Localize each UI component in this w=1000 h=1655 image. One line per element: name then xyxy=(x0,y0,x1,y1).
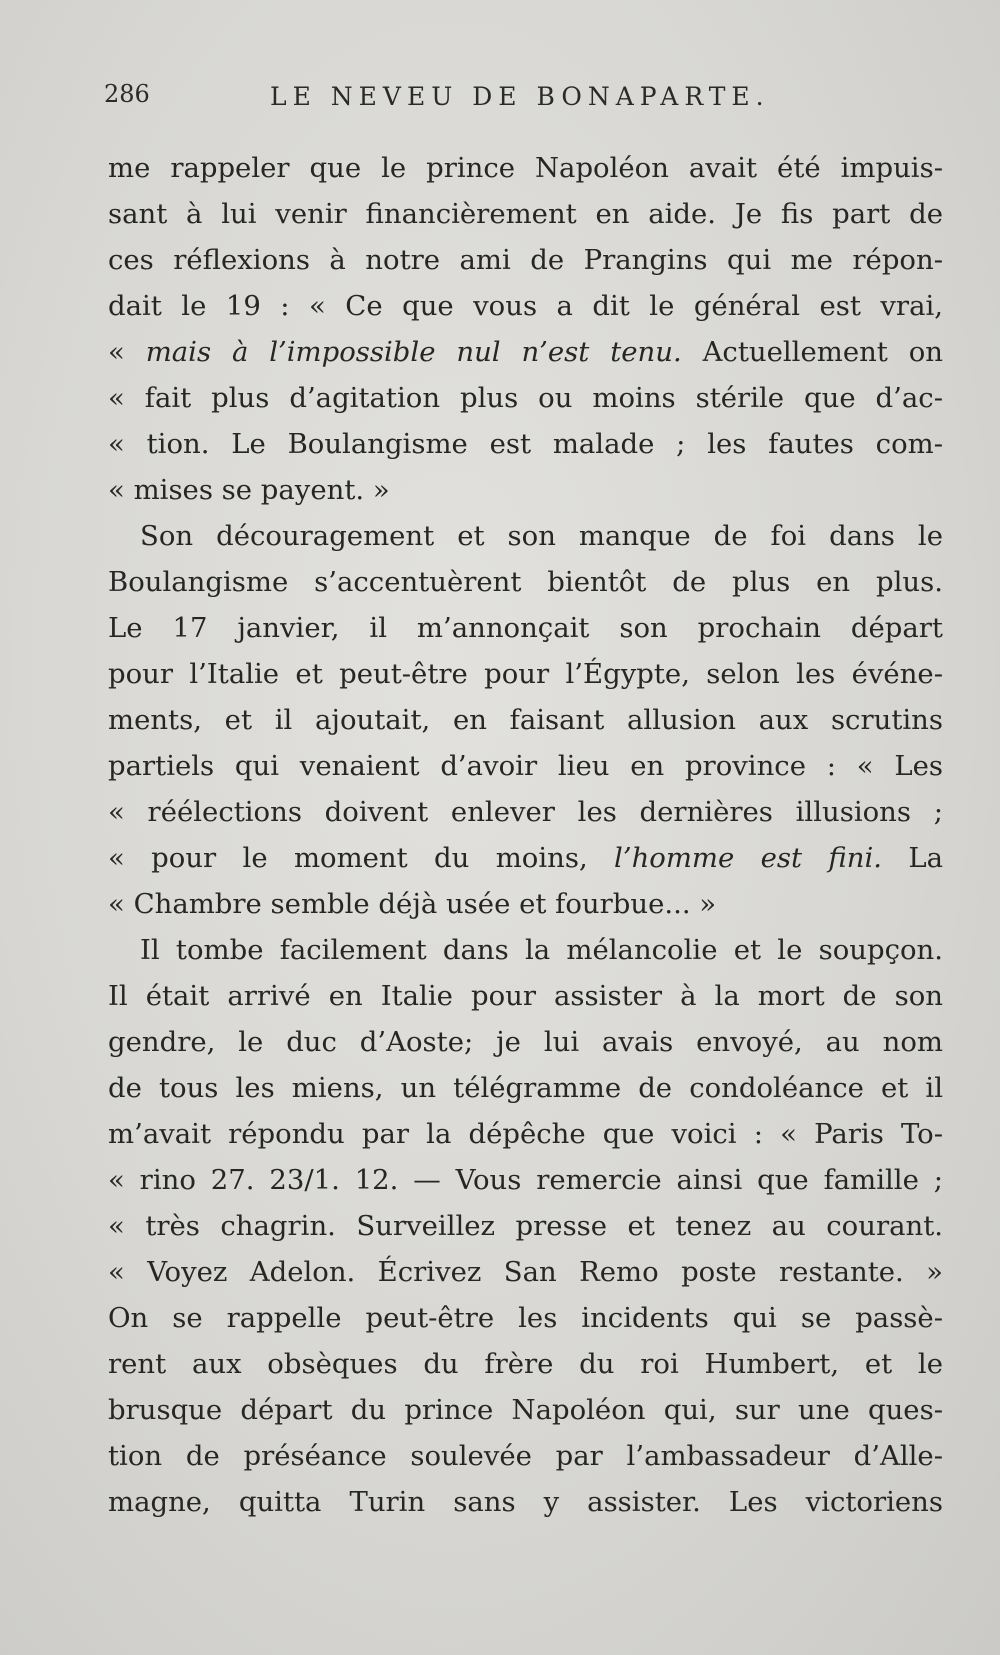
text-line xyxy=(108,1111,943,1157)
text-line xyxy=(108,375,943,421)
text-segment: « Chambre semble déjà usée et fourbue... » xyxy=(108,888,717,920)
text-segment: « tion. Le Boulangisme est malade ; les fautes com- xyxy=(108,428,943,460)
text-line xyxy=(108,191,943,237)
text-segment: « fait plus d’agitation plus ou moins stérile que d’ac- xyxy=(108,382,943,414)
text-line xyxy=(108,513,943,559)
text-line xyxy=(108,467,943,513)
text-line xyxy=(108,1157,943,1203)
text-segment: « xyxy=(108,336,146,368)
text-segment: m’avait répondu par la dépêche que voici : « Paris To- xyxy=(108,1118,943,1150)
text-segment: de tous les miens, un télégramme de condoléance et il xyxy=(108,1072,943,1104)
text-segment: sant à lui venir financièrement en aide. Je fis part de xyxy=(108,198,943,230)
text-segment: Le 17 janvier, il m’annonçait son prochain départ xyxy=(108,612,943,644)
text-line xyxy=(108,1479,943,1525)
text-line xyxy=(108,605,943,651)
text-line xyxy=(108,927,943,973)
body-text xyxy=(108,145,943,1525)
text-segment: gendre, le duc d’Aoste; je lui avais envoyé, au nom xyxy=(108,1026,943,1058)
text-line xyxy=(108,789,943,835)
text-line xyxy=(108,1019,943,1065)
text-segment: pour l’Italie et peut-être pour l’Égypte, selon les événe- xyxy=(108,658,943,690)
page-header xyxy=(104,72,904,116)
text-segment: ments, et il ajoutait, en faisant allusion aux scrutins xyxy=(108,704,943,736)
text-line xyxy=(108,1433,943,1479)
text-line xyxy=(108,1249,943,1295)
text-line xyxy=(108,651,943,697)
italic-text-segment: l’homme est fini. xyxy=(614,842,882,874)
text-segment: On se rappelle peut-être les incidents qui se passè- xyxy=(108,1302,943,1334)
running-title: LE NEVEU DE BONAPARTE. xyxy=(270,82,770,111)
text-line xyxy=(108,835,943,881)
text-line xyxy=(108,881,943,927)
text-line xyxy=(108,1065,943,1111)
text-line xyxy=(108,559,943,605)
text-line xyxy=(108,697,943,743)
text-segment: Actuellement on xyxy=(681,336,943,368)
text-segment: Il tombe facilement dans la mélancolie et le soupçon. xyxy=(140,934,943,966)
text-segment: « Voyez Adelon. Écrivez San Remo poste restante. » xyxy=(108,1256,943,1288)
text-line xyxy=(108,743,943,789)
text-segment: dait le 19 : « Ce que vous a dit le général est vrai, xyxy=(108,290,943,322)
text-segment: me rappeler que le prince Napoléon avait été impuis- xyxy=(108,152,943,184)
text-segment: « rino 27. 23/1. 12. — Vous remercie ainsi que famille ; xyxy=(108,1164,943,1196)
text-segment: La xyxy=(881,842,943,874)
text-line xyxy=(108,421,943,467)
text-segment: tion de préséance soulevée par l’ambassadeur d’Alle- xyxy=(108,1440,943,1472)
text-segment: Il était arrivé en Italie pour assister à la mort de son xyxy=(108,980,943,1012)
italic-text-segment: mais à l’impossible nul n’est tenu. xyxy=(145,336,682,368)
text-line xyxy=(108,973,943,1019)
text-line xyxy=(108,1341,943,1387)
text-segment: Boulangisme s’accentuèrent bientôt de plus en plus. xyxy=(108,566,943,598)
text-line xyxy=(108,329,943,375)
text-line xyxy=(108,237,943,283)
text-segment: partiels qui venaient d’avoir lieu en province : « Les xyxy=(108,750,943,782)
text-segment: Son découragement et son manque de foi dans le xyxy=(140,520,943,552)
text-line xyxy=(108,1387,943,1433)
text-segment: « très chagrin. Surveillez presse et tenez au courant. xyxy=(108,1210,943,1242)
text-line xyxy=(108,1203,943,1249)
text-segment: brusque départ du prince Napoléon qui, sur une ques- xyxy=(108,1394,943,1426)
text-segment: rent aux obsèques du frère du roi Humbert, et le xyxy=(108,1348,943,1380)
text-line xyxy=(108,145,943,191)
text-segment: magne, quitta Turin sans y assister. Les victoriens xyxy=(108,1486,943,1518)
page-number: 286 xyxy=(104,80,150,108)
text-segment: « pour le moment du moins, xyxy=(108,842,615,874)
text-segment: ces réflexions à notre ami de Prangins qui me répon- xyxy=(108,244,943,276)
text-segment: « réélections doivent enlever les dernières illusions ; xyxy=(108,796,943,828)
text-line xyxy=(108,283,943,329)
text-line xyxy=(108,1295,943,1341)
text-segment: « mises se payent. » xyxy=(108,474,390,506)
